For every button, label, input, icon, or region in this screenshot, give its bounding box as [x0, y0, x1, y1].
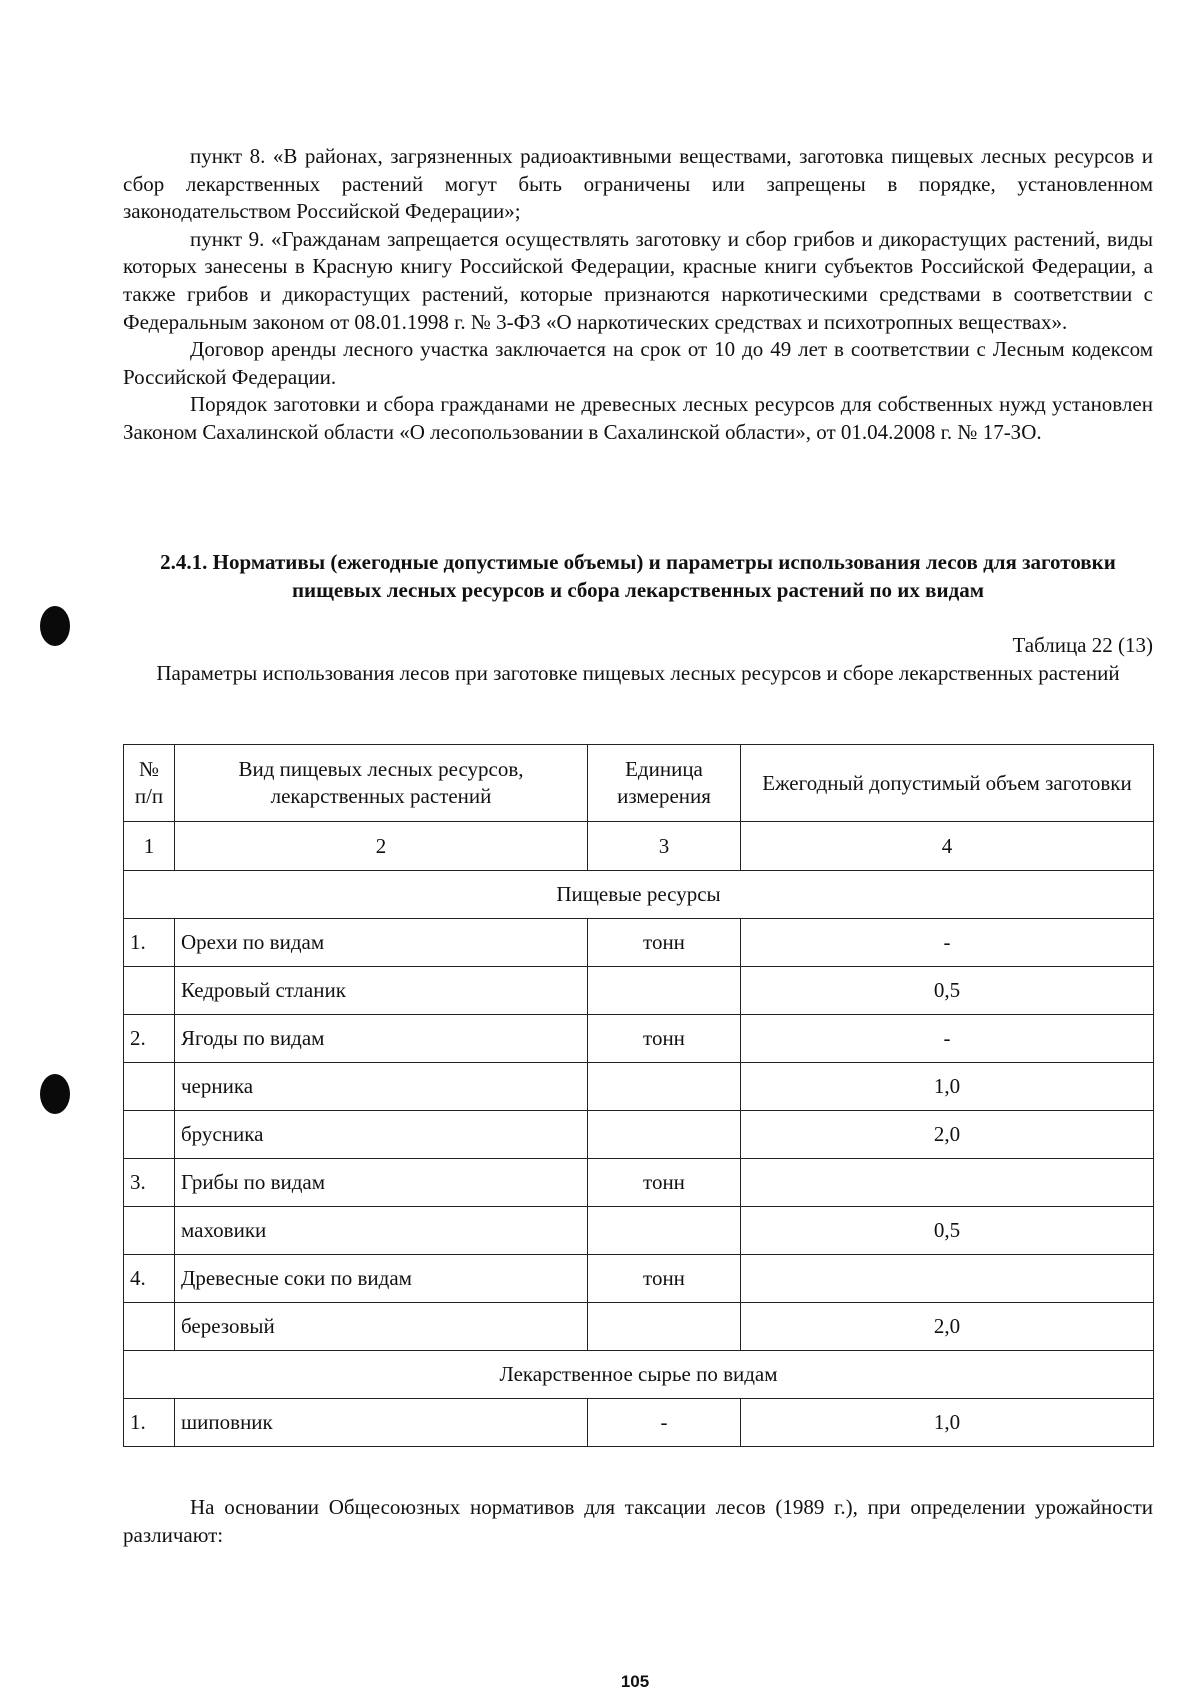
unit-cell: -: [588, 1399, 741, 1447]
unit-cell: тонн: [588, 919, 741, 967]
annual-volume-cell: 0,5: [741, 967, 1154, 1015]
paragraph: Порядок заготовки и сбора гражданами не древесных лесных ресурсов для собственных нужд установлен Законом Сахалинской области «О лесопользовании в Сахалинской области», от 01.04.2008 г. № 17-ЗО.: [123, 392, 1153, 444]
resource-name-cell: березовый: [175, 1303, 588, 1351]
table-row: [124, 1015, 1154, 1063]
resource-name-cell: маховики: [175, 1207, 588, 1255]
index-cell: 3: [588, 822, 741, 871]
unit-cell: тонн: [588, 1159, 741, 1207]
column-index-row: [124, 822, 1154, 871]
annual-volume-cell: [741, 1255, 1154, 1303]
annual-volume-cell: 2,0: [741, 1111, 1154, 1159]
annual-volume-cell: -: [741, 919, 1154, 967]
section-food-label: Пищевые ресурсы: [124, 871, 1154, 919]
resource-name-cell: брусника: [175, 1111, 588, 1159]
header-cell: Ежегодный допустимый объем заготовки: [741, 745, 1154, 822]
resource-name-cell: Кедровый стланик: [175, 967, 588, 1015]
table-header-row: [124, 745, 1154, 822]
body-text-top: [123, 143, 1153, 447]
table-row: [124, 1207, 1154, 1255]
food-rows: [124, 919, 1154, 1351]
row-number-cell: [124, 1207, 175, 1255]
row-number-cell: [124, 967, 175, 1015]
row-number-cell: [124, 1303, 175, 1351]
row-number-cell: 1.: [124, 1399, 175, 1447]
section-row: [124, 1351, 1154, 1399]
punch-hole: [40, 606, 70, 646]
header-cell: Единица измерения: [588, 745, 741, 822]
page-number: 105: [620, 1672, 650, 1691]
resource-name-cell: черника: [175, 1063, 588, 1111]
annual-volume-cell: 1,0: [741, 1063, 1154, 1111]
punch-hole: [40, 1074, 70, 1114]
unit-cell: тонн: [588, 1255, 741, 1303]
medicinal-rows: [124, 1399, 1154, 1447]
row-number-cell: 1.: [124, 919, 175, 967]
table-row: [124, 1255, 1154, 1303]
resources-table: [123, 744, 1154, 1447]
table-row: [124, 1159, 1154, 1207]
unit-cell: [588, 967, 741, 1015]
annual-volume-cell: 1,0: [741, 1399, 1154, 1447]
index-cell: 4: [741, 822, 1154, 871]
section-medicinal-label: Лекарственное сырье по видам: [124, 1351, 1154, 1399]
annual-volume-cell: [741, 1159, 1154, 1207]
row-number-cell: [124, 1111, 175, 1159]
unit-cell: [588, 1063, 741, 1111]
paragraph: пункт 9. «Гражданам запрещается осуществлять заготовку и сбор грибов и дикорастущих растений, виды которых занесены в Красную книгу Российской Федерации, красные книги субъектов Российской Федерации, а также грибов и дикорастущих растений, которые признаются наркотическими средствами в соответствии с Федеральным законом от 08.01.1998 г. № 3-ФЗ «О наркотических средствах и психотропных веществах».: [123, 226, 1153, 334]
resource-name-cell: Грибы по видам: [175, 1159, 588, 1207]
annual-volume-cell: 0,5: [741, 1207, 1154, 1255]
annual-volume-cell: 2,0: [741, 1303, 1154, 1351]
table-row: [124, 919, 1154, 967]
paragraph: На основании Общесоюзных нормативов для таксации лесов (1989 г.), при определении урожайности различают:: [123, 1495, 1153, 1547]
unit-cell: [588, 1207, 741, 1255]
paragraph: Договор аренды лесного участка заключается на срок от 10 до 49 лет в соответствии с Лесным кодексом Российской Федерации.: [123, 337, 1153, 389]
header-cell: Вид пищевых лесных ресурсов, лекарственных растений: [175, 745, 588, 822]
resource-name-cell: Древесные соки по видам: [175, 1255, 588, 1303]
index-cell: 2: [175, 822, 588, 871]
row-number-cell: 3.: [124, 1159, 175, 1207]
index-cell: 1: [124, 822, 175, 871]
unit-cell: тонн: [588, 1015, 741, 1063]
unit-cell: [588, 1303, 741, 1351]
table-row: [124, 967, 1154, 1015]
section-row: [124, 871, 1154, 919]
table-number: Таблица 22 (13): [1012, 633, 1153, 657]
body-text-bottom: [123, 1494, 1153, 1549]
unit-cell: [588, 1111, 741, 1159]
table-row: [124, 1063, 1154, 1111]
row-number-cell: [124, 1063, 175, 1111]
resource-name-cell: Ягоды по видам: [175, 1015, 588, 1063]
table-row: [124, 1399, 1154, 1447]
paragraph: пункт 8. «В районах, загрязненных радиоактивными веществами, заготовка пищевых лесных ресурсов и сбор лекарственных растений могут быть ограничены или запрещены в порядке, установленном законодательством Российской Федерации»;: [123, 144, 1153, 224]
table-row: [124, 1303, 1154, 1351]
header-cell: № п/п: [124, 745, 175, 822]
section-heading: 2.4.1. Нормативы (ежегодные допустимые объемы) и параметры использования лесов для заготовки пищевых лесных ресурсов и сбора лекарственных растений по их видам: [160, 550, 1116, 602]
table-row: [124, 1111, 1154, 1159]
row-number-cell: 4.: [124, 1255, 175, 1303]
row-number-cell: 2.: [124, 1015, 175, 1063]
table-caption: Параметры использования лесов при заготовке пищевых лесных ресурсов и сборе лекарственных растений: [156, 661, 1120, 685]
resource-name-cell: Орехи по видам: [175, 919, 588, 967]
annual-volume-cell: -: [741, 1015, 1154, 1063]
resource-name-cell: шиповник: [175, 1399, 588, 1447]
